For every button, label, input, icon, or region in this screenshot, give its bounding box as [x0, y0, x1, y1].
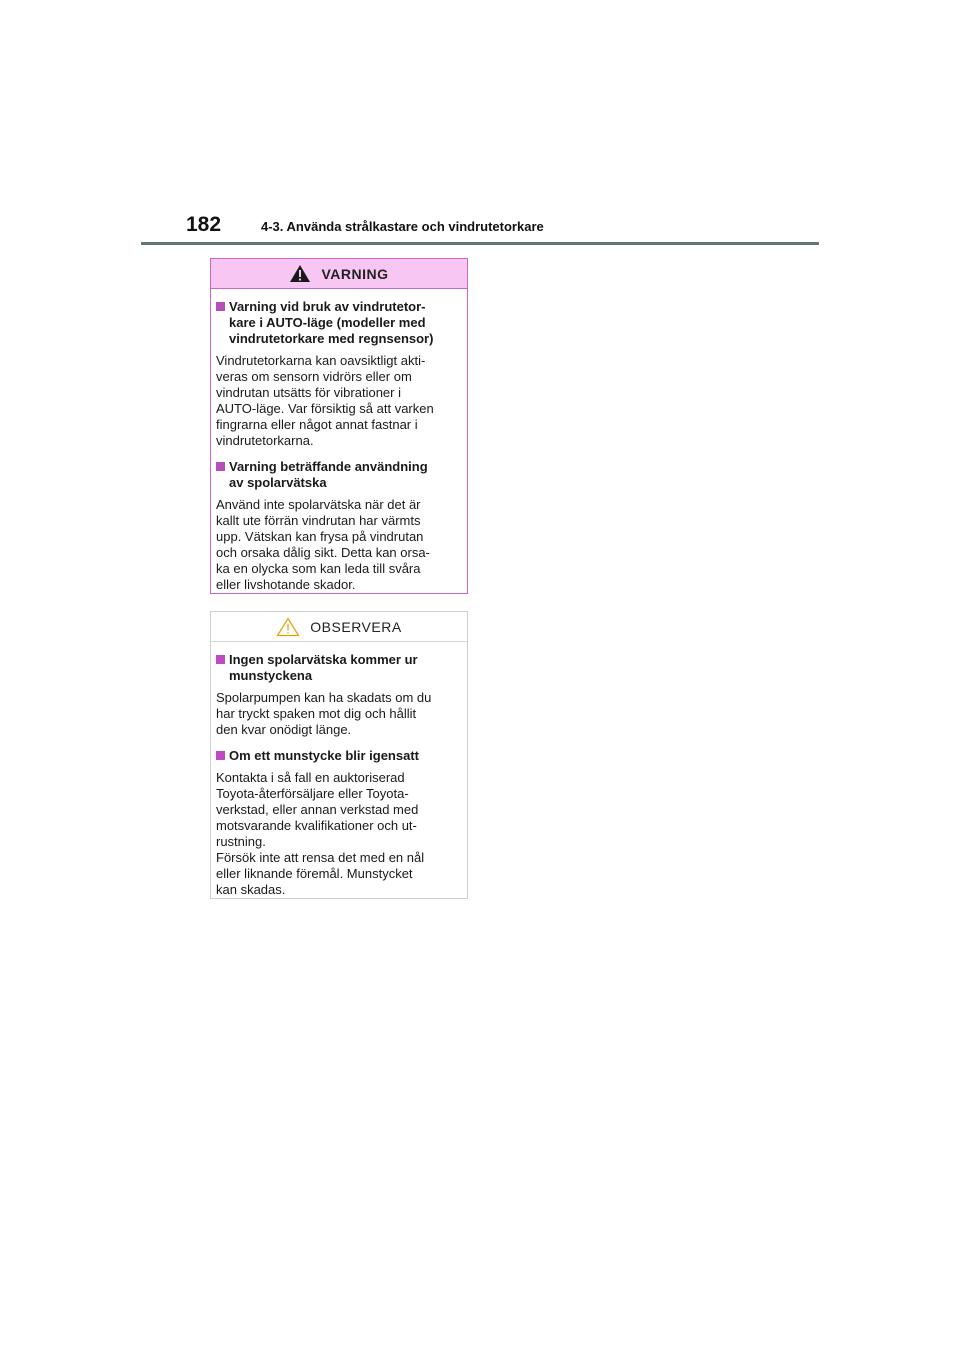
warning-item-heading: Varning beträffande användning av spolarvätska	[229, 459, 428, 490]
header-rule	[141, 242, 819, 245]
warning-item	[216, 459, 463, 593]
warning-item-body: Vindrutetorkarna kan oavsiktligt akti- veras om sensorn vidrörs eller om vindrutan utsätts för vibrationer i AUTO-läge. Var försiktig så att varken fingrarna eller något annat fastnar i vindrutetorkarna.	[216, 353, 434, 448]
bullet-square-icon	[216, 655, 225, 664]
notice-item-heading: Ingen spolarvätska kommer ur munstyckena	[229, 652, 418, 683]
page-number: 182	[186, 213, 222, 236]
notice-item-body: Spolarpumpen kan ha skadats om du har tryckt spaken mot dig och hållit den kvar onödigt länge.	[216, 690, 432, 737]
notice-item	[216, 748, 463, 898]
notice-label: OBSERVERA	[310, 618, 402, 635]
warning-item	[216, 299, 463, 449]
warning-triangle-icon	[289, 264, 311, 283]
notice-item-body: Kontakta i så fall en auktoriserad Toyota-återförsäljare eller Toyota- verkstad, eller annan verkstad med motsvarande kvalifikationer och ut- rustning. Försök inte att rensa det med en nål eller liknande föremål. Munstycket kan skadas.	[216, 770, 425, 897]
warning-box	[210, 258, 468, 594]
warning-item-body: Använd inte spolarvätska när det är kallt ute förrän vindrutan har värmts upp. Vätskan kan frysa på vindrutan och orsaka dålig sikt. Detta kan orsa- ka en olycka som kan leda till svåra eller livshotande skador.	[216, 497, 430, 592]
caution-triangle-outline-icon	[276, 617, 300, 637]
warning-header	[211, 259, 467, 289]
notice-item-heading: Om ett munstycke blir igensatt	[229, 748, 419, 763]
bullet-square-icon	[216, 462, 225, 471]
notice-header	[211, 612, 467, 642]
bullet-square-icon	[216, 302, 225, 311]
notice-box	[210, 611, 468, 899]
section-title: 4-3. Använda strålkastare och vindrutetorkare	[261, 219, 544, 234]
bullet-square-icon	[216, 751, 225, 760]
warning-item-heading: Varning vid bruk av vindrutetor- kare i AUTO-läge (modeller med vindrutetorkare med regnsensor)	[229, 299, 434, 346]
notice-item	[216, 652, 463, 738]
warning-label: VARNING	[321, 265, 389, 282]
